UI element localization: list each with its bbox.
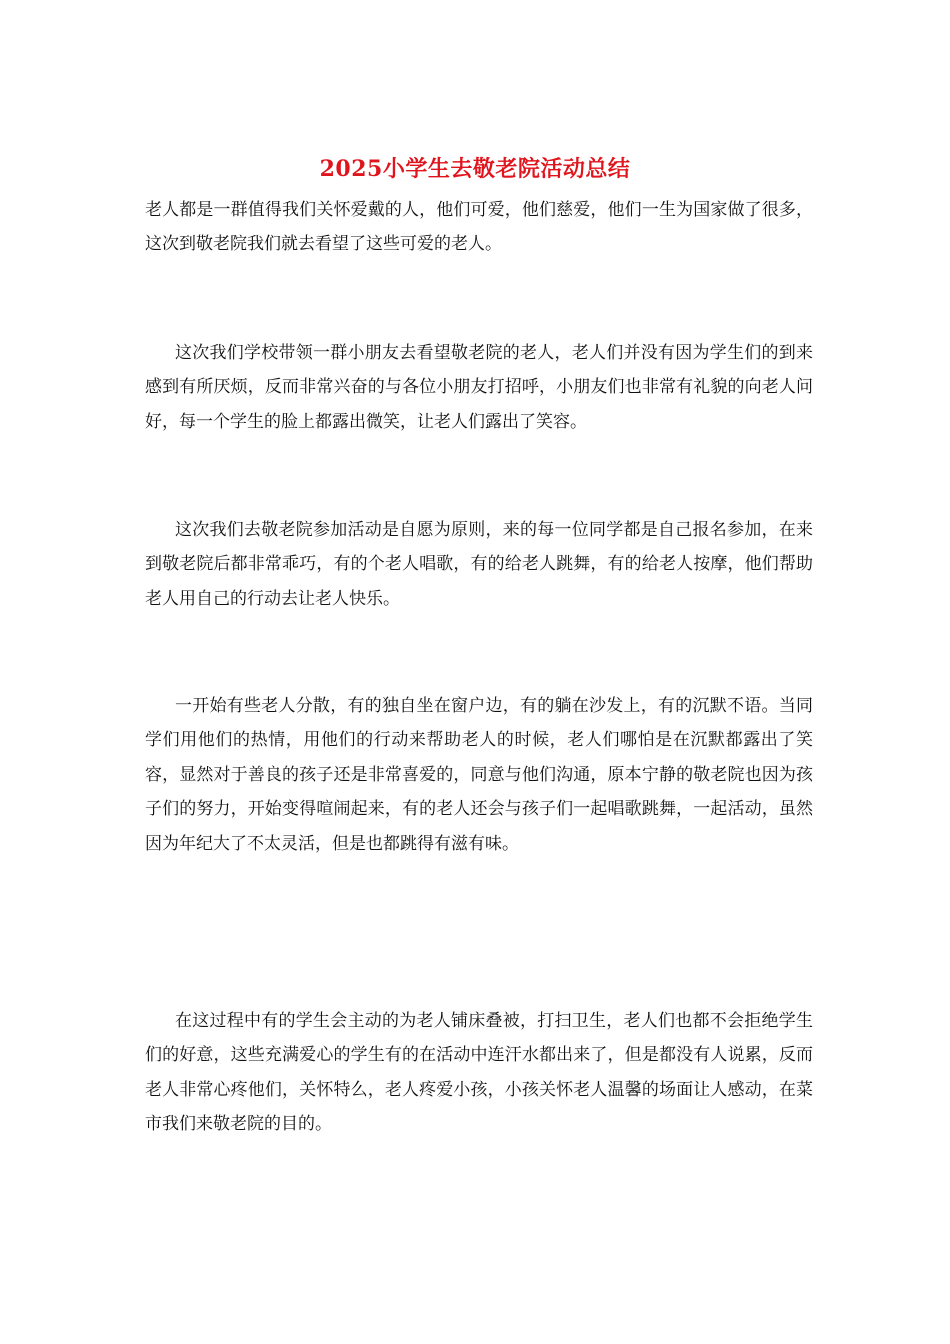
paragraph-1: 老人都是一群值得我们关怀爱戴的人，他们可爱，他们慈爱，他们一生为国家做了很多，这次到敬老院我们就去看望了这些可爱的老人。 <box>145 200 813 255</box>
paragraph-5: 在这过程中有的学生会主动的为老人铺床叠被，打扫卫生，老人们也都不会拒绝学生们的好意，这些充满爱心的学生有的在活动中连汗水都出来了，但是都没有人说累，反而老人非常心疼他们，关怀特么，老人疼爱小孩，小孩关怀老人温馨的场面让人感动，在菜市我们来敬老院的目的。 <box>145 1011 813 1135</box>
paragraph-2: 这次我们学校带领一群小朋友去看望敬老院的老人，老人们并没有因为学生们的到来感到有所厌烦，反而非常兴奋的与各位小朋友打招呼，小朋友们也非常有礼貌的向老人问好，每一个学生的脸上都露出微笑，让老人们露出了笑容。 <box>145 343 813 432</box>
paragraph-4: 一开始有些老人分散，有的独自坐在窗户边，有的躺在沙发上，有的沉默不语。当同学们用他们的热情，用他们的行动来帮助老人的时候，老人们哪怕是在沉默都露出了笑容，显然对于善良的孩子还是非常喜爱的，同意与他们沟通，原本宁静的敬老院也因为孩子们的努力，开始变得喧闹起来，有的老人还会与孩子们一起唱歌跳舞，一起活动，虽然因为年纪大了不太灵活，但是也都跳得有滋有味。 <box>145 696 813 854</box>
document-title: 2025小学生去敬老院活动总结 <box>319 156 631 182</box>
paragraph-3: 这次我们去敬老院参加活动是自愿为原则，来的每一位同学都是自己报名参加，在来到敬老院后都非常乖巧，有的个老人唱歌，有的给老人跳舞，有的给老人按摩，他们帮助老人用自己的行动去让老人快乐。 <box>145 520 813 609</box>
